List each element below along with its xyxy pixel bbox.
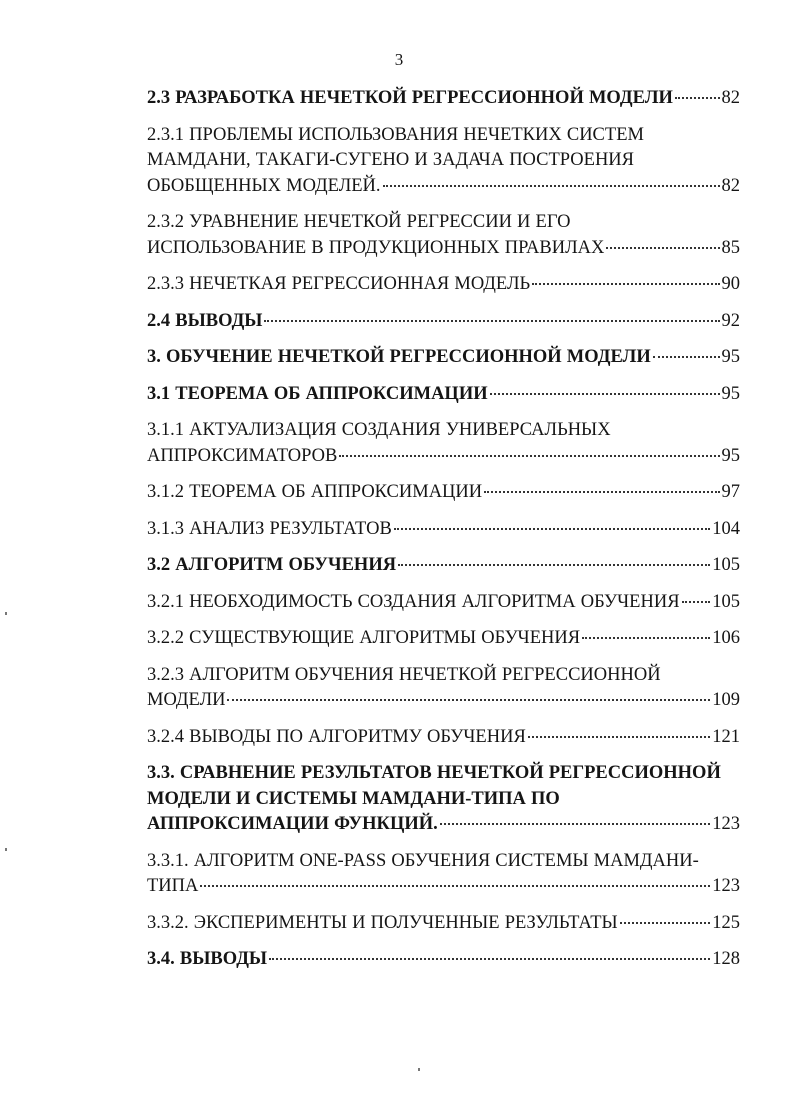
toc-entry-title: АППРОКСИМАЦИИ ФУНКЦИЙ. (147, 814, 438, 834)
toc-entry-page: 104 (712, 518, 740, 539)
toc-entry-title: 3.1.2 ТЕОРЕМА ОБ АППРОКСИМАЦИИ (147, 482, 483, 502)
toc-entry-title: 2.4 ВЫВОДЫ (147, 310, 263, 331)
toc-entry-line: 3.1.1 АКТУАЛИЗАЦИЯ СОЗДАНИЯ УНИВЕРСАЛЬНЫХ (147, 420, 611, 440)
toc-entry-page: 90 (721, 274, 740, 294)
dot-leader (440, 823, 711, 825)
toc-entry-title: 2.3 РАЗРАБОТКА НЕЧЕТКОЙ РЕГРЕССИОННОЙ МОДЕЛИ (147, 88, 673, 108)
dot-leader (398, 564, 710, 566)
toc-entry (147, 553, 740, 579)
toc-entry-leader-line (147, 517, 740, 543)
toc-entry-page: 95 (721, 383, 740, 404)
toc-entry-leader-line (147, 626, 740, 652)
dot-leader (606, 247, 719, 249)
toc-entry-title: 3. ОБУЧЕНИЕ НЕЧЕТКОЙ РЕГРЕССИОННОЙ МОДЕЛИ (147, 347, 651, 367)
toc-entry (147, 345, 740, 371)
toc-entry-leader-line (147, 272, 740, 298)
toc-entry-line: 3.2.3 АЛГОРИТМ ОБУЧЕНИЯ НЕЧЕТКОЙ РЕГРЕССИОННОЙ (147, 664, 661, 685)
toc-entry (147, 663, 740, 714)
toc-entry-page: 123 (712, 876, 740, 896)
dot-leader (675, 97, 720, 99)
toc-entry-title: 2.3.3 НЕЧЕТКАЯ РЕГРЕССИОННАЯ МОДЕЛЬ (147, 274, 531, 294)
toc-entry-page: 123 (712, 814, 740, 834)
toc-entry-title: 3.2 АЛГОРИТМ ОБУЧЕНИЯ (147, 555, 397, 575)
toc-entry (147, 626, 740, 652)
dot-leader (269, 958, 710, 960)
toc-entry-line: 3.3. СРАВНЕНИЕ РЕЗУЛЬТАТОВ НЕЧЕТКОЙ РЕГРЕССИОННОЙ (147, 763, 721, 783)
toc-entry-title: 3.4. ВЫВОДЫ (147, 949, 268, 969)
toc-entry-page: 105 (712, 591, 740, 612)
toc-entry-line: МАМДАНИ, ТАКАГИ-СУГЕНО И ЗАДАЧА ПОСТРОЕНИЯ (147, 150, 635, 170)
toc-entry-page: 128 (712, 949, 740, 969)
toc-entry (147, 947, 740, 973)
toc-entry (147, 123, 740, 200)
toc-entry-title: МОДЕЛИ (147, 690, 226, 710)
toc-entry-leader-line (147, 236, 740, 262)
toc-entry-leader-line (147, 444, 740, 470)
toc-entry-line: 2.3.2 УРАВНЕНИЕ НЕЧЕТКОЙ РЕГРЕССИИ И ЕГО (147, 212, 571, 232)
toc-entry-leader-line (147, 688, 740, 714)
dot-leader (653, 356, 720, 358)
toc-entry-page: 121 (712, 726, 740, 747)
toc-entry (147, 272, 740, 298)
toc-entry-leader-line (147, 553, 740, 579)
toc-entry-line: 2.3.1 ПРОБЛЕМЫ ИСПОЛЬЗОВАНИЯ НЕЧЕТКИХ СИСТЕМ (147, 124, 644, 145)
toc-entry-title: 3.2.1 НЕОБХОДИМОСТЬ СОЗДАНИЯ АЛГОРИТМА ОБУЧЕНИЯ (147, 591, 680, 612)
dot-leader (682, 601, 711, 603)
toc-entry-page: 95 (721, 445, 740, 466)
toc-entry-leader-line (147, 480, 740, 506)
toc-entry-page: 109 (712, 690, 740, 710)
toc-entry-leader-line (147, 874, 740, 900)
dot-leader (227, 699, 710, 701)
toc-entry-page: 97 (721, 482, 740, 502)
toc-entry (147, 480, 740, 506)
dot-leader (532, 283, 719, 285)
dot-leader (200, 885, 710, 887)
toc-entry-page: 82 (721, 88, 740, 108)
toc-entry (147, 517, 740, 543)
toc-entry (147, 382, 740, 408)
scan-speck (418, 1068, 420, 1071)
toc-entry-leader-line (147, 382, 740, 408)
dot-leader (620, 922, 711, 924)
toc-entry-title: АППРОКСИМАТОРОВ (147, 445, 338, 466)
toc-entry-page: 106 (712, 628, 740, 648)
toc-entry (147, 849, 740, 900)
toc-entry-line: МОДЕЛИ И СИСТЕМЫ МАМДАНИ-ТИПА ПО (147, 788, 560, 809)
toc-entry-leader-line (147, 725, 740, 751)
toc-entry-page: 85 (721, 237, 740, 258)
toc-entry-leader-line (147, 86, 740, 112)
toc-entry (147, 590, 740, 616)
toc-entry-title: 3.3.2. ЭКСПЕРИМЕНТЫ И ПОЛУЧЕННЫЕ РЕЗУЛЬТАТЫ (147, 912, 618, 933)
toc-entry-title: ТИПА (147, 876, 199, 896)
scan-speck (5, 612, 7, 615)
toc-entry-line: 3.3.1. АЛГОРИТМ ONE-PASS ОБУЧЕНИЯ СИСТЕМЫ МАМДАНИ- (147, 850, 699, 871)
dot-leader (264, 320, 719, 322)
toc-entry-title: 3.1 ТЕОРЕМА ОБ АППРОКСИМАЦИИ (147, 383, 488, 404)
toc-entry (147, 911, 740, 937)
dot-leader (582, 637, 710, 639)
toc-entry-leader-line (147, 345, 740, 371)
toc-entry-leader-line (147, 947, 740, 973)
toc-entry (147, 210, 740, 261)
toc-entry-page: 92 (721, 310, 740, 331)
page-number: 3 (394, 50, 404, 69)
dot-leader (528, 736, 710, 738)
toc-entry-leader-line (147, 911, 740, 937)
toc-entry (147, 725, 740, 751)
toc-entry-page: 125 (712, 912, 740, 933)
toc-entry (147, 86, 740, 112)
toc-entry-title: ИСПОЛЬЗОВАНИЕ В ПРОДУКЦИОННЫХ ПРАВИЛАХ (147, 237, 605, 258)
toc-entry-leader-line (147, 812, 740, 838)
toc-entry (147, 418, 740, 469)
dot-leader (394, 528, 710, 530)
toc-entry-title: ОБОБЩЕННЫХ МОДЕЛЕЙ. (147, 175, 381, 196)
table-of-contents (147, 86, 740, 984)
dot-leader (484, 491, 719, 493)
toc-entry (147, 761, 740, 838)
toc-entry-page: 82 (721, 175, 740, 196)
toc-entry-page: 105 (712, 555, 740, 575)
scan-speck (5, 848, 7, 851)
dot-leader (490, 393, 720, 395)
toc-entry-leader-line (147, 174, 740, 200)
dot-leader (339, 455, 719, 457)
toc-entry (147, 309, 740, 335)
toc-entry-title: 3.2.2 СУЩЕСТВУЮЩИЕ АЛГОРИТМЫ ОБУЧЕНИЯ (147, 628, 581, 648)
toc-entry-page: 95 (721, 347, 740, 367)
toc-entry-leader-line (147, 590, 740, 616)
dot-leader (383, 185, 720, 187)
toc-entry-title: 3.2.4 ВЫВОДЫ ПО АЛГОРИТМУ ОБУЧЕНИЯ (147, 726, 526, 747)
toc-entry-title: 3.1.3 АНАЛИЗ РЕЗУЛЬТАТОВ (147, 518, 392, 539)
toc-entry-leader-line (147, 309, 740, 335)
